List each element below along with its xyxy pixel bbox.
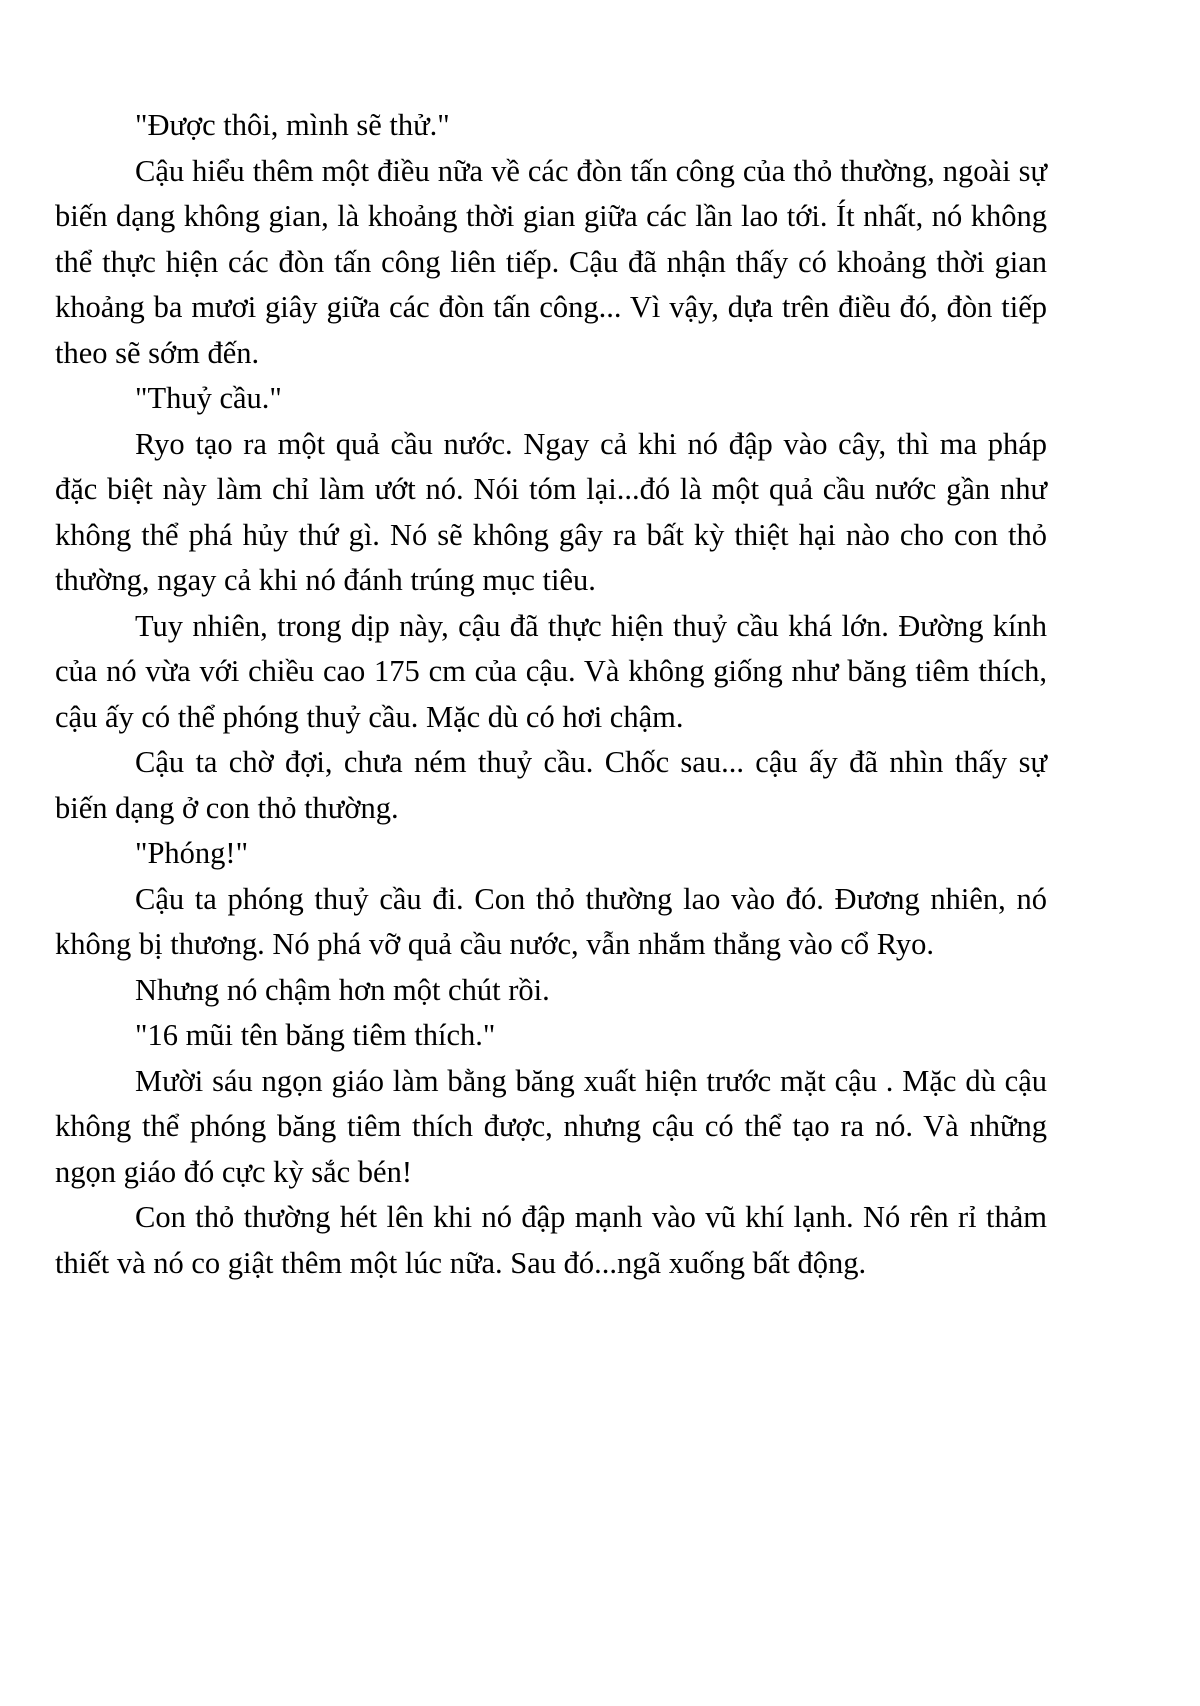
paragraph-body-2: Ryo tạo ra một quả cầu nước. Ngay cả khi nó đập vào cây, thì ma pháp đặc biệt này làm chỉ làm ướt nó. Nói tóm lại...đó là một quả cầu nước gần như không thể phá hủy thứ gì. Nó sẽ không gây ra bất kỳ thiệt hại nào cho con thỏ thường, ngay cả khi nó đánh trúng mục tiêu. (55, 426, 1047, 597)
paragraph-body-5: Cậu ta phóng thuỷ cầu đi. Con thỏ thường lao vào đó. Đương nhiên, nó không bị thương. Nó phá vỡ quả cầu nước, vẫn nhắm thẳng vào cổ Ryo. (55, 881, 1047, 961)
paragraph-dialogue-3: "Phóng!" (135, 836, 249, 870)
paragraph-body-4: Cậu ta chờ đợi, chưa ném thuỷ cầu. Chốc sau... cậu ấy đã nhìn thấy sự biến dạng ở con thỏ thường. (55, 745, 1047, 825)
paragraph-dialogue-4: "16 mũi tên băng tiêm thích." (135, 1018, 496, 1052)
paragraph-body-7: Mười sáu ngọn giáo làm bằng băng xuất hiện trước mặt cậu . Mặc dù cậu không thể phóng băng tiêm thích được, nhưng cậu có thể tạo ra nó. Và những ngọn giáo đó cực kỳ sắc bén! (55, 1063, 1047, 1189)
paragraph-body-3: Tuy nhiên, trong dịp này, cậu đã thực hiện thuỷ cầu khá lớn. Đường kính của nó vừa với chiều cao 175 cm của cậu. Và không giống như băng tiêm thích, cậu ấy có thể phóng thuỷ cầu. Mặc dù có hơi chậm. (55, 608, 1047, 734)
paragraph-body-1: Cậu hiểu thêm một điều nữa về các đòn tấn công của thỏ thường, ngoài sự biến dạng không gian, là khoảng thời gian giữa các lần lao tới. Ít nhất, nó không thể thực hiện các đòn tấn công liên tiếp. Cậu đã nhận thấy có khoảng thời gian khoảng ba mươi giây giữa các đòn tấn công... Vì vậy, dựa trên điều đó, đòn tiếp theo sẽ sớm đến. (55, 153, 1047, 370)
paragraph-body-6: Nhưng nó chậm hơn một chút rồi. (135, 972, 550, 1007)
paragraph-dialogue-2: "Thuỷ cầu." (135, 381, 282, 415)
text-column (55, 103, 1047, 1286)
paragraph-body-8: Con thỏ thường hét lên khi nó đập mạnh vào vũ khí lạnh. Nó rên rỉ thảm thiết và nó co giật thêm một lúc nữa. Sau đó...ngã xuống bất động. (55, 1200, 1047, 1280)
paragraph-dialogue-1: "Được thôi, mình sẽ thử." (135, 108, 450, 142)
